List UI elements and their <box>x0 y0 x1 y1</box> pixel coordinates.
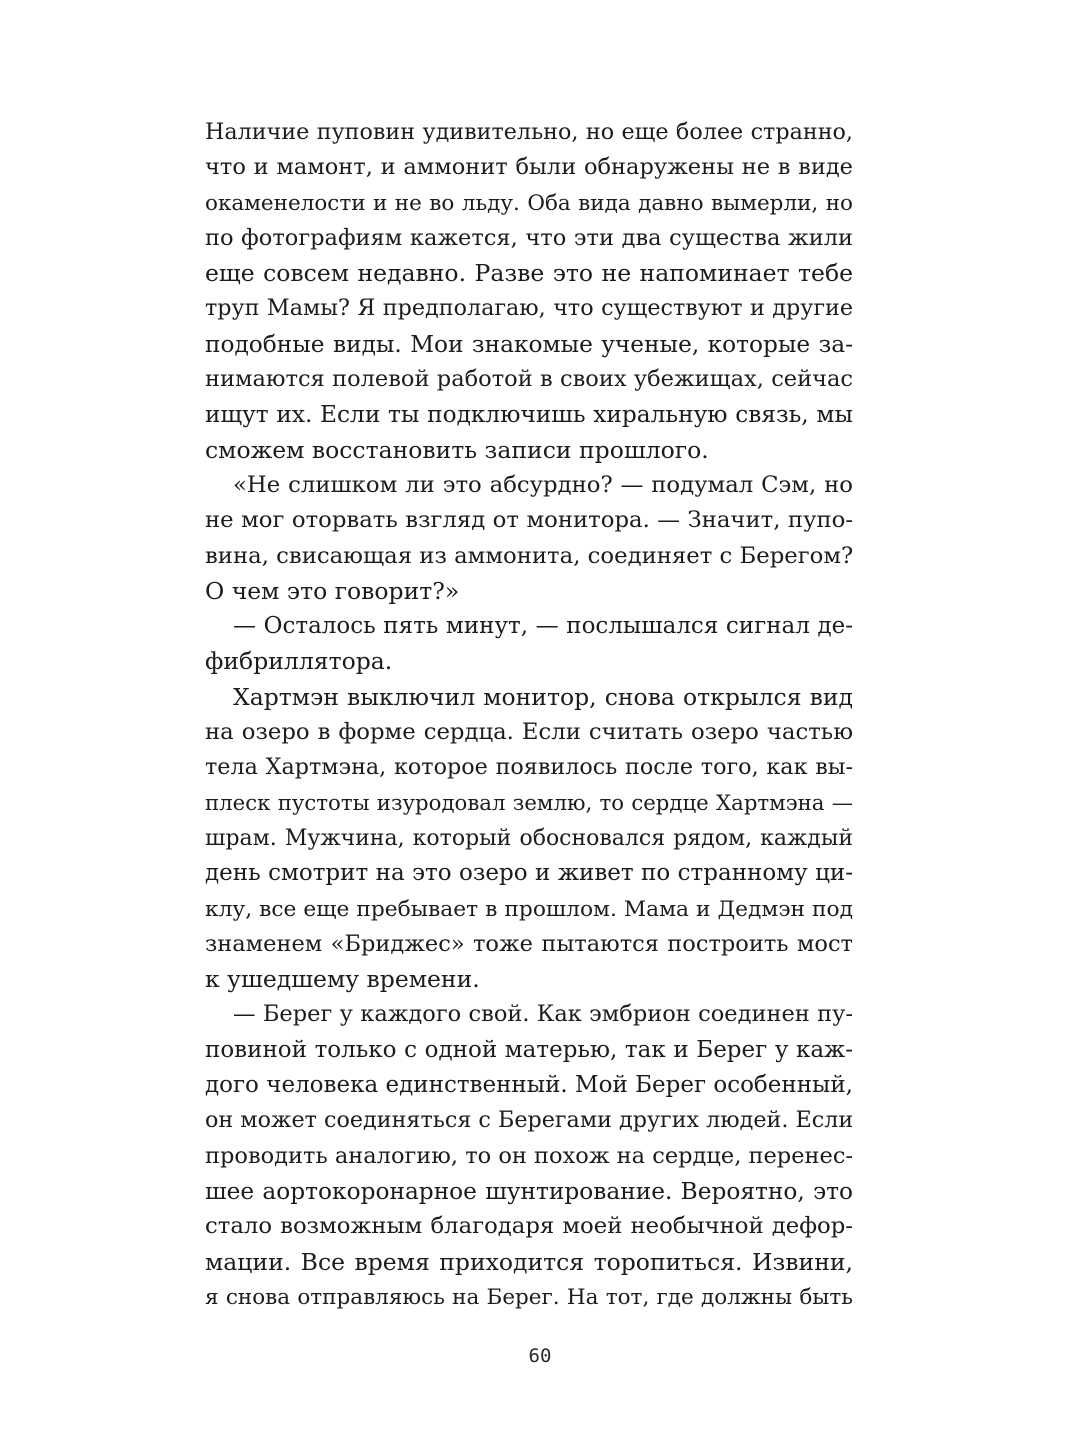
text-line: что и мамонт, и аммонит были обнаружены не в виде <box>205 154 853 181</box>
text-line: еще совсем недавно. Разве это не напоминает тебе <box>205 259 853 288</box>
text-line: подобные виды. Мои знакомые ученые, которые за- <box>205 330 853 358</box>
text-line: тела Хартмэна, которое появилось после того, как вы- <box>205 754 853 781</box>
text-line: — Берег у каждого свой. Как эмбрион соединен пу- <box>233 1001 853 1028</box>
text-line: знаменем «Бриджес» тоже пытаются построить мост <box>205 930 853 957</box>
text-line: Наличие пуповин удивительно, но еще более странно, <box>205 119 853 145</box>
text-line: ищут их. Если ты подключишь хиральную связь, мы <box>205 401 853 429</box>
text-line: не мог оторвать взгляд от монитора. — Значит, пупо- <box>205 507 853 534</box>
text-line: я снова отправляюсь на Берег. На тот, где должны быть <box>205 1284 853 1310</box>
text-line: стало возможным благодаря моей необычной дефор- <box>205 1213 853 1240</box>
text-line: по фотографиям кажется, что эти два существа жили <box>205 224 853 251</box>
text-line: шее аортокоронарное шунтирование. Вероятно, это <box>205 1177 853 1205</box>
text-line: «Не слишком ли это абсурдно? — подумал Сэм, но <box>233 471 853 498</box>
text-line: дого человека единственный. Мой Берег особенный, <box>205 1072 853 1099</box>
text-line: проводить аналогию, то он похож на сердце, перенес- <box>205 1142 853 1169</box>
body-text <box>205 115 853 1315</box>
text-line: он может соединяться с Берегами других людей. Если <box>205 1107 853 1134</box>
text-line: — Осталось пять минут, — послышался сигнал де- <box>233 613 853 640</box>
text-line: вина, свисающая из аммонита, соединяет с Берегом? <box>205 542 853 569</box>
text-line: плеск пустоты изуродовал землю, то сердце Хартмэна — <box>205 790 853 816</box>
text-line: мации. Все время приходится торопиться. Извини, <box>205 1247 853 1276</box>
text-line: Хартмэн выключил монитор, снова открылся вид <box>233 682 853 711</box>
text-line: к ушедшему времени. <box>205 965 480 994</box>
text-line: фибриллятора. <box>205 647 393 676</box>
page-number: 60 <box>528 1345 552 1367</box>
text-line: шрам. Мужчина, который обосновался рядом, каждый <box>205 825 853 851</box>
text-line: повиной только с одной матерью, так и Берег у каж- <box>205 1036 853 1063</box>
text-line: день смотрит на это озеро и живет по странному ци- <box>205 860 853 887</box>
text-line: О чем это говорит?» <box>205 576 460 605</box>
text-line: окаменелости и не во льду. Оба вида давно вымерли, но <box>205 190 853 216</box>
text-line: на озеро в форме сердца. Если считать озеро частью <box>205 719 853 746</box>
text-line: нимаются полевой работой в своих убежищах, сейчас <box>205 366 853 393</box>
text-line: труп Мамы? Я предполагаю, что существуют и другие <box>205 295 853 322</box>
text-line: сможем восстановить записи прошлого. <box>205 435 709 464</box>
text-line: клу, все еще пребывает в прошлом. Мама и Дедмэн под <box>205 896 853 922</box>
